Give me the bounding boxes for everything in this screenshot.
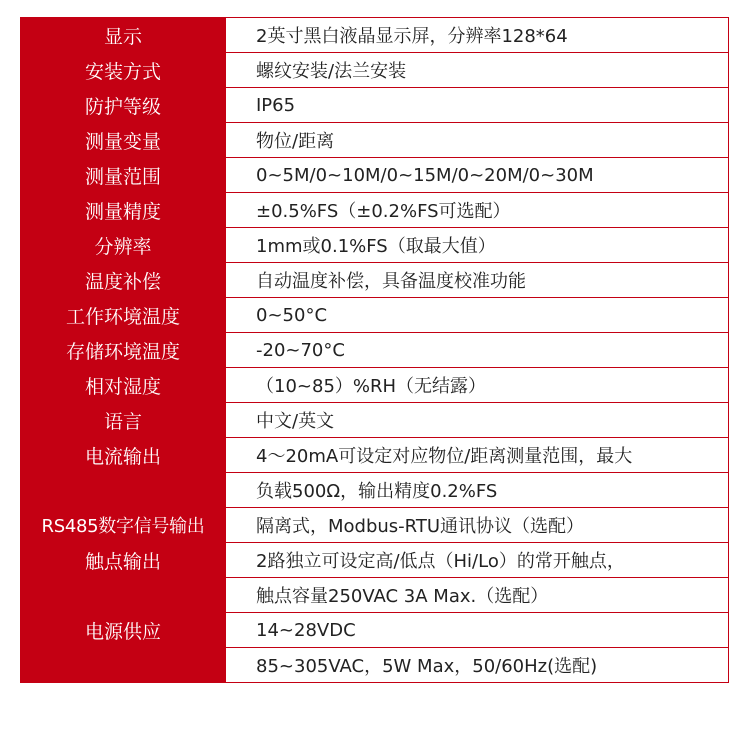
row-value-mounting: 螺纹安装/法兰安装	[226, 53, 729, 88]
row-value-power-supply: 14~28VDC	[226, 613, 729, 648]
row-value-contact-output: 2路独立可设定高/低点（Hi/Lo）的常开触点，	[226, 543, 729, 578]
row-value-range: 0~5M/0~10M/0~15M/0~20M/0~30M	[226, 158, 729, 193]
row-value-current-output: 4～20mA可设定对应物位/距离测量范围，最大	[226, 438, 729, 473]
row-label-display: 显示	[21, 18, 226, 53]
row-label-range: 测量范围	[21, 158, 226, 193]
table-row	[21, 88, 729, 123]
table-row	[21, 53, 729, 88]
row-label-mounting: 安装方式	[21, 53, 226, 88]
table-row	[21, 123, 729, 158]
table-row	[21, 438, 729, 473]
row-value-temp-comp: 自动温度补偿，具备温度校准功能	[226, 263, 729, 298]
row-label-storage-temp: 存储环境温度	[21, 333, 226, 368]
row-value-contact-output-cont: 触点容量250VAC 3A Max.（选配）	[226, 578, 729, 613]
table-row	[21, 193, 729, 228]
table-row	[21, 473, 729, 508]
row-label-current-output: 电流输出	[21, 438, 226, 473]
row-value-humidity: （10~85）%RH（无结露）	[226, 368, 729, 403]
row-value-resolution: 1mm或0.1%FS（取最大值）	[226, 228, 729, 263]
row-label-contact-output-cont	[21, 578, 226, 613]
row-value-operating-temp: 0~50°C	[226, 298, 729, 333]
row-value-storage-temp: -20~70°C	[226, 333, 729, 368]
table-row	[21, 578, 729, 613]
row-value-display: 2英寸黑白液晶显示屏，分辨率128*64	[226, 18, 729, 53]
row-label-power-supply: 电源供应	[21, 613, 226, 648]
row-label-resolution: 分辨率	[21, 228, 226, 263]
table-row	[21, 368, 729, 403]
table-row	[21, 298, 729, 333]
spec-table	[20, 17, 729, 683]
row-value-power-supply-cont: 85~305VAC，5W Max，50/60Hz(选配)	[226, 648, 729, 683]
row-label-operating-temp: 工作环境温度	[21, 298, 226, 333]
table-row	[21, 543, 729, 578]
row-label-humidity: 相对湿度	[21, 368, 226, 403]
row-label-power-supply-cont	[21, 648, 226, 683]
table-row	[21, 648, 729, 683]
table-row	[21, 18, 729, 53]
table-row	[21, 228, 729, 263]
table-row	[21, 158, 729, 193]
row-value-variable: 物位/距离	[226, 123, 729, 158]
row-value-language: 中文/英文	[226, 403, 729, 438]
row-label-contact-output: 触点输出	[21, 543, 226, 578]
row-label-current-output-cont	[21, 473, 226, 508]
row-value-accuracy: ±0.5%FS（±0.2%FS可选配）	[226, 193, 729, 228]
row-value-current-output-cont: 负载500Ω，输出精度0.2%FS	[226, 473, 729, 508]
row-label-rs485: RS485数字信号输出	[21, 508, 226, 543]
row-value-protection: IP65	[226, 88, 729, 123]
row-label-protection: 防护等级	[21, 88, 226, 123]
table-row	[21, 403, 729, 438]
table-row	[21, 613, 729, 648]
row-label-temp-comp: 温度补偿	[21, 263, 226, 298]
row-label-accuracy: 测量精度	[21, 193, 226, 228]
table-row	[21, 508, 729, 543]
row-label-variable: 测量变量	[21, 123, 226, 158]
table-row	[21, 333, 729, 368]
row-value-rs485: 隔离式，Modbus-RTU通讯协议（选配）	[226, 508, 729, 543]
row-label-language: 语言	[21, 403, 226, 438]
table-row	[21, 263, 729, 298]
